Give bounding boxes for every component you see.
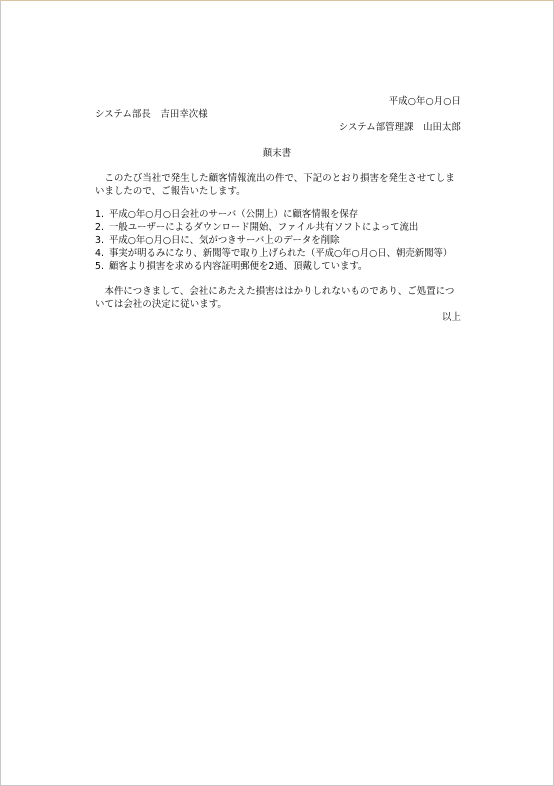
list-item-text: 平成○年○月○日に、気がつきサーバ上のデータを削除	[109, 235, 340, 246]
incident-list	[95, 208, 452, 273]
list-item	[95, 234, 452, 247]
list-item-text: 顧客より損害を求める内容証明郵便を2通、頂戴しています。	[109, 261, 368, 272]
document-title: 顛末書	[262, 148, 292, 159]
addressee: システム部長 吉田幸次様	[95, 109, 208, 120]
end-mark: 以上	[442, 312, 461, 323]
list-item-text: 平成○年○月○日会社のサーバ（公開上）に顧客情報を保存	[109, 209, 359, 220]
list-item-number: 1.	[95, 209, 104, 220]
list-item	[95, 247, 452, 260]
closing-line-2: いては会社の決定に従います。	[95, 299, 227, 310]
list-item-number: 4.	[95, 248, 104, 259]
list-item-number: 3.	[95, 235, 104, 246]
list-item-number: 5.	[95, 261, 104, 272]
closing-line-1: 本件につきまして、会社にあたえた損害ははかりしれないものであり、ご処置につ	[95, 286, 455, 297]
sender: システム部管理課 山田太郎	[338, 122, 461, 133]
list-item	[95, 260, 452, 273]
intro-line-2: いましたので、ご報告いたします。	[95, 186, 246, 197]
intro-line-1: このたび当社で発生した顧客情報流出の件で、下記のとおり損害を発生させてしま	[95, 173, 455, 184]
list-item-text: 一般ユーザーによるダウンロード開始、ファイル共有ソフトによって流出	[109, 222, 419, 233]
list-item-text: 事実が明るみになり、新聞等で取り上げられた（平成○年○月○日、朝売新聞等）	[109, 248, 453, 259]
list-item-number: 2.	[95, 222, 104, 233]
list-item	[95, 221, 452, 234]
list-item	[95, 208, 452, 221]
document-date: 平成○年○月○日	[388, 96, 461, 107]
